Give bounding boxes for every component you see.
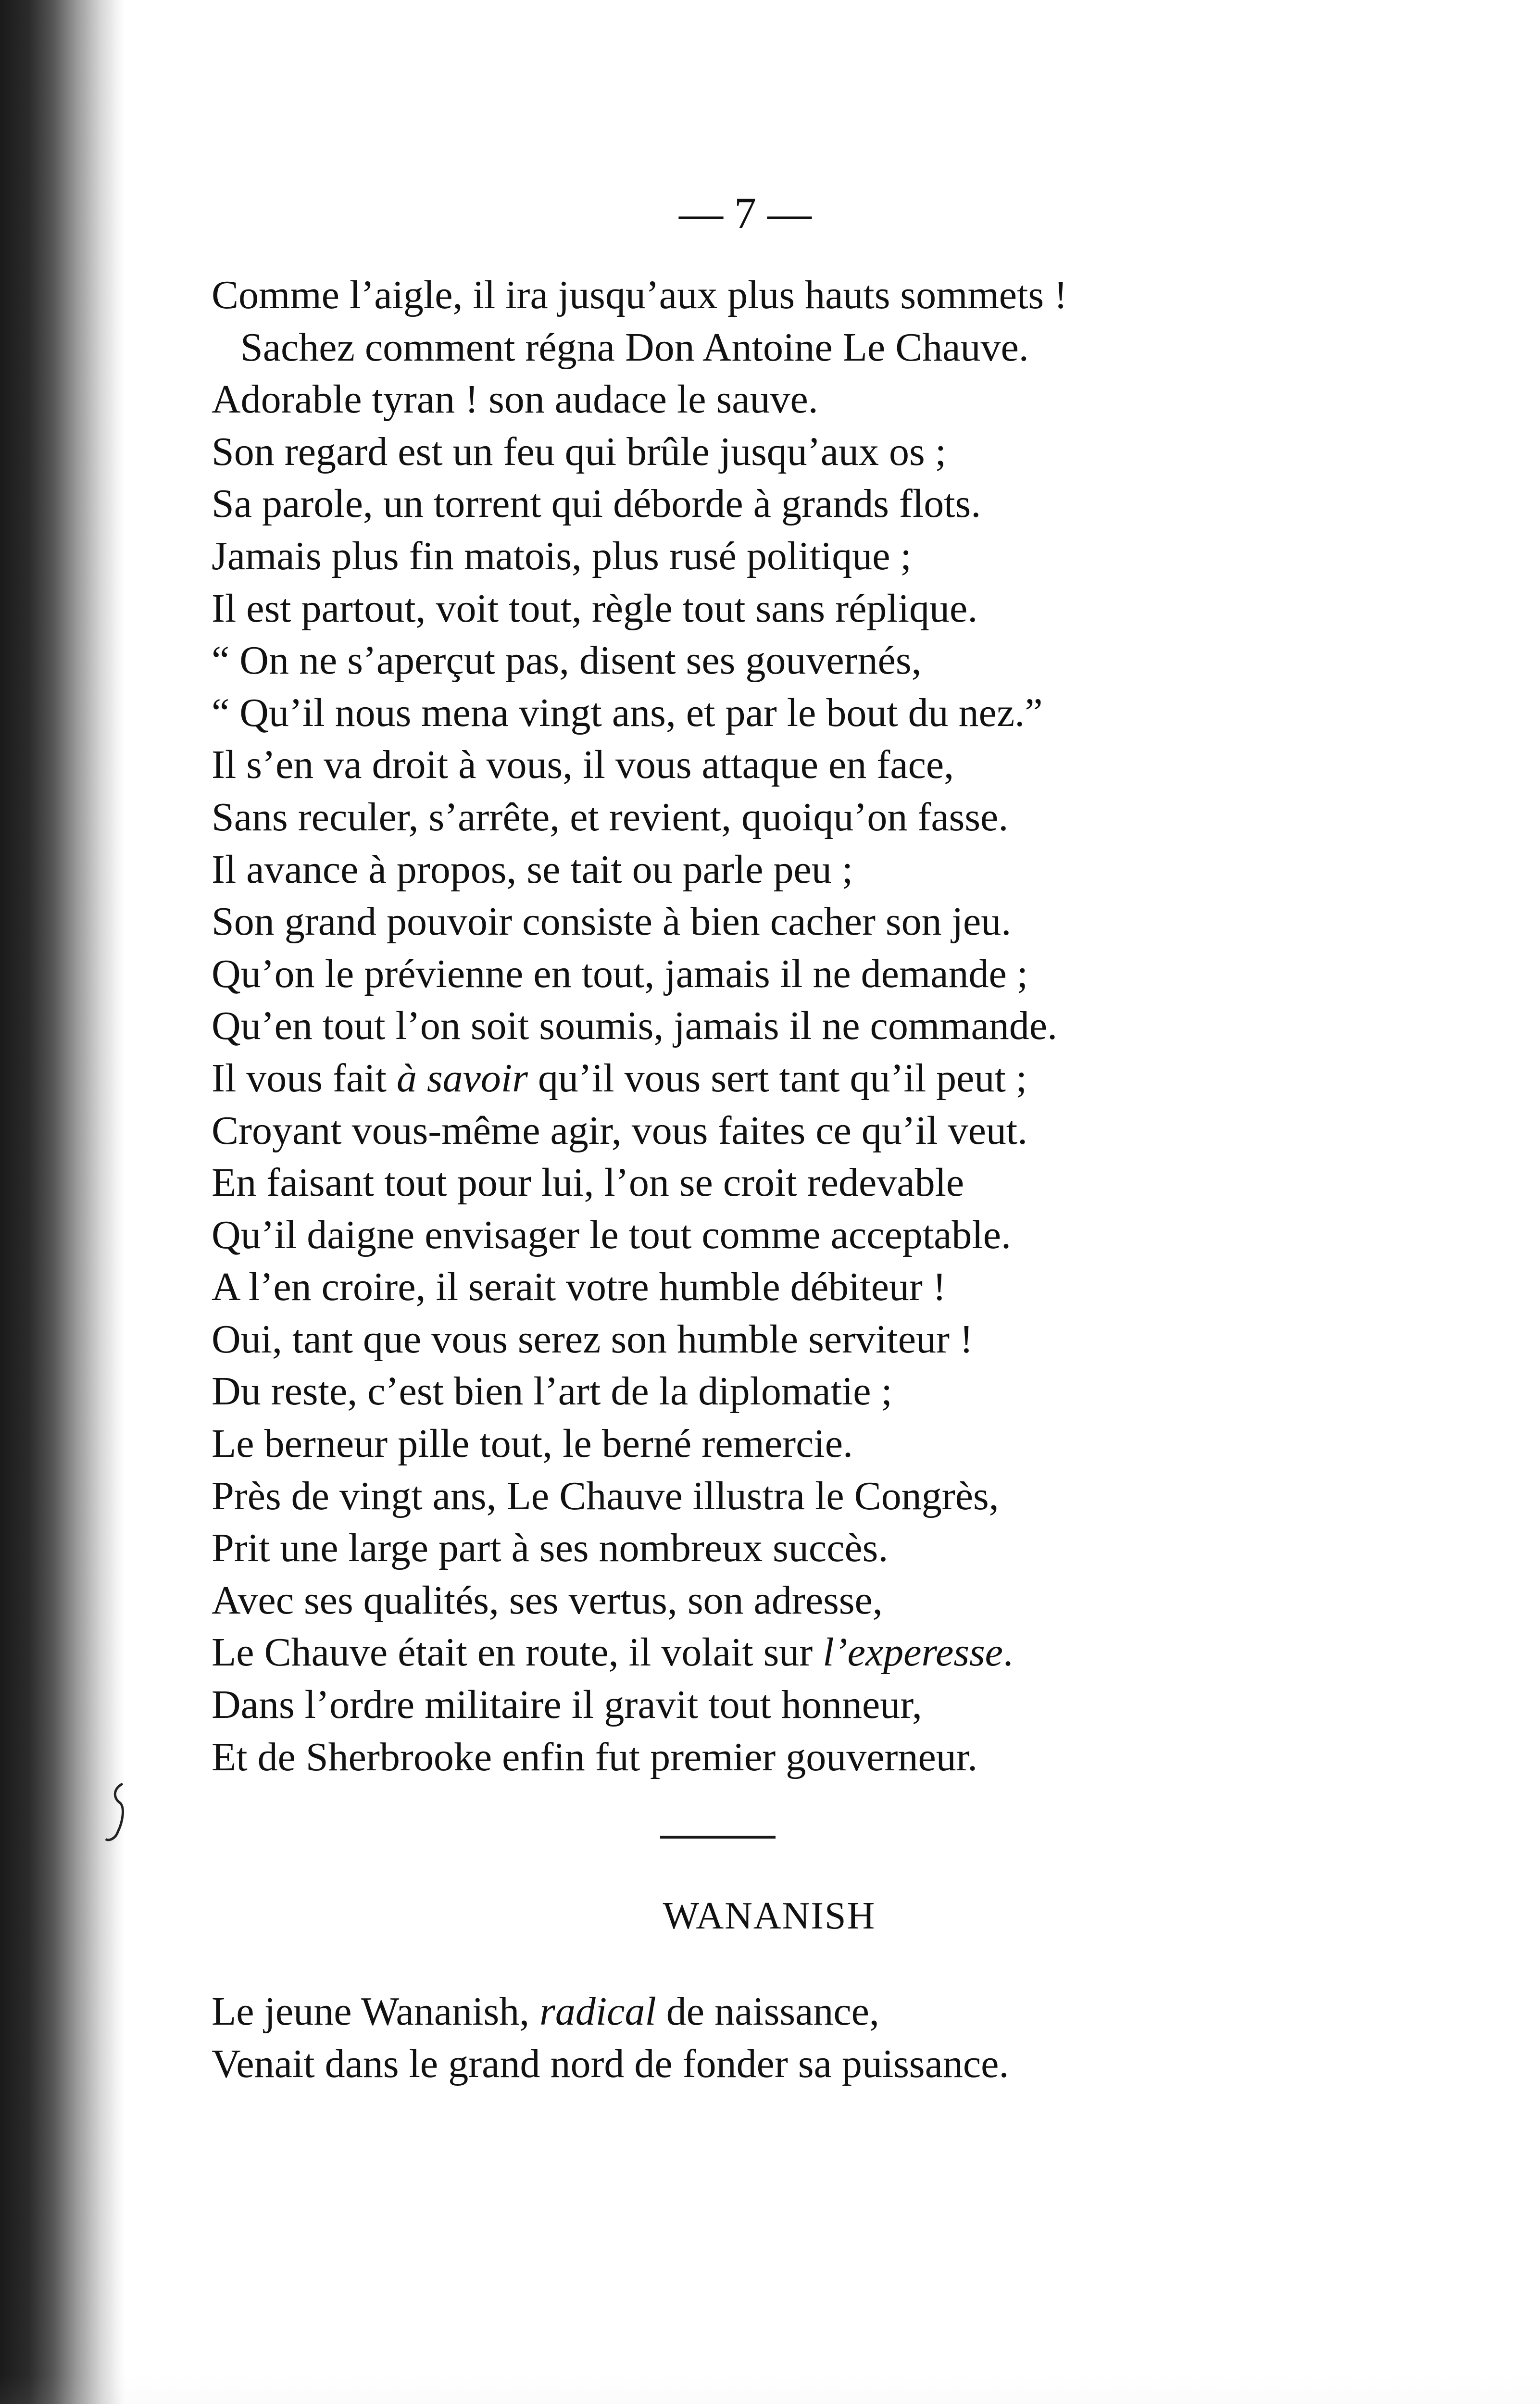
verse-line: Jamais plus fin matois, plus rusé politique ; <box>212 533 912 578</box>
verse-line: “ Qu’il nous mena vingt ans, et par le bout du nez.” <box>212 690 1043 735</box>
verse-line: “ On ne s’aperçut pas, disent ses gouvernés, <box>212 638 922 683</box>
verse-line: Prit une large part à ses nombreux succès. <box>212 1526 889 1571</box>
verse-line: Son grand pouvoir consiste à bien cacher son jeu. <box>212 899 1012 944</box>
verse-italic: radical <box>539 1989 656 2034</box>
verse-line: Et de Sherbrooke enfin fut premier gouverneur. <box>212 1734 978 1779</box>
verse-line: Son regard est un feu qui brûle jusqu’aux os ; <box>212 429 947 474</box>
page-number: — 7 — <box>679 188 812 238</box>
verse-line: A l’en croire, il serait votre humble débiteur ! <box>212 1265 946 1310</box>
verse-line: Avec ses qualités, ses vertus, son adresse, <box>212 1578 883 1623</box>
binding-shadow <box>0 0 125 2404</box>
verse-line: Le berneur pille tout, le berné remercie. <box>212 1421 853 1466</box>
verse-text: de naissance, <box>656 1989 879 2034</box>
verse-line: Qu’en tout l’on soit soumis, jamais il ne commande. <box>212 1003 1058 1049</box>
verse-line: Du reste, c’est bien l’art de la diplomatie ; <box>212 1369 892 1414</box>
verse-text: Il vous fait <box>212 1055 397 1101</box>
verse-line: Venait dans le grand nord de fonder sa puissance. <box>212 2041 1009 2086</box>
verse-text: Le jeune Wananish, <box>212 1989 540 2034</box>
section-title: WANANISH <box>663 1895 876 1937</box>
verse-italic: à savoir <box>396 1055 528 1101</box>
verse-line: Qu’on le prévienne en tout, jamais il ne demande ; <box>212 951 1028 996</box>
verse-line: Croyant vous-même agir, vous faites ce qu’il veut. <box>212 1108 1028 1153</box>
verse-italic: l’experesse <box>823 1630 1003 1675</box>
verse-line: Sachez comment régna Don Antoine Le Chauve. <box>240 325 1029 370</box>
verse-line: Sa parole, un torrent qui déborde à grands flots. <box>212 481 981 526</box>
verse-text: Le Chauve était en route, il volait sur <box>212 1630 823 1675</box>
verse-line: Dans l’ordre militaire il gravit tout honneur, <box>212 1682 922 1728</box>
section-divider <box>660 1836 776 1839</box>
verse-line: Qu’il daigne envisager le tout comme acceptable. <box>212 1212 1011 1257</box>
poem-stanza-wananish <box>212 1986 1462 2090</box>
verse-line-experesse <box>212 1627 1462 1679</box>
margin-mark-icon <box>103 1779 132 1851</box>
poem-stanza <box>212 269 1462 1783</box>
verse-line: En faisant tout pour lui, l’on se croit redevable <box>212 1160 964 1205</box>
verse-line: Il avance à propos, se tait ou parle peu ; <box>212 847 853 892</box>
verse-line: Il est partout, voit tout, règle tout sans réplique. <box>212 586 978 631</box>
verse-line-radical <box>212 1986 1462 2038</box>
verse-line: Près de vingt ans, Le Chauve illustra le Congrès, <box>212 1473 999 1518</box>
verse-text: . <box>1002 1630 1013 1675</box>
verse-line: Comme l’aigle, il ira jusqu’aux plus hauts sommets ! <box>212 273 1068 317</box>
verse-line: Il s’en va droit à vous, il vous attaque en face, <box>212 742 954 788</box>
verse-text: qu’il vous sert tant qu’il peut ; <box>527 1055 1027 1101</box>
verse-line: Oui, tant que vous serez son humble serviteur ! <box>212 1316 973 1362</box>
verse-line: Adorable tyran ! son audace le sauve. <box>212 377 818 422</box>
verse-line-savoir <box>212 1052 1462 1105</box>
page-edge-shading <box>0 2374 1540 2404</box>
verse-line: Sans reculer, s’arrête, et revient, quoiqu’on fasse. <box>212 794 1009 839</box>
